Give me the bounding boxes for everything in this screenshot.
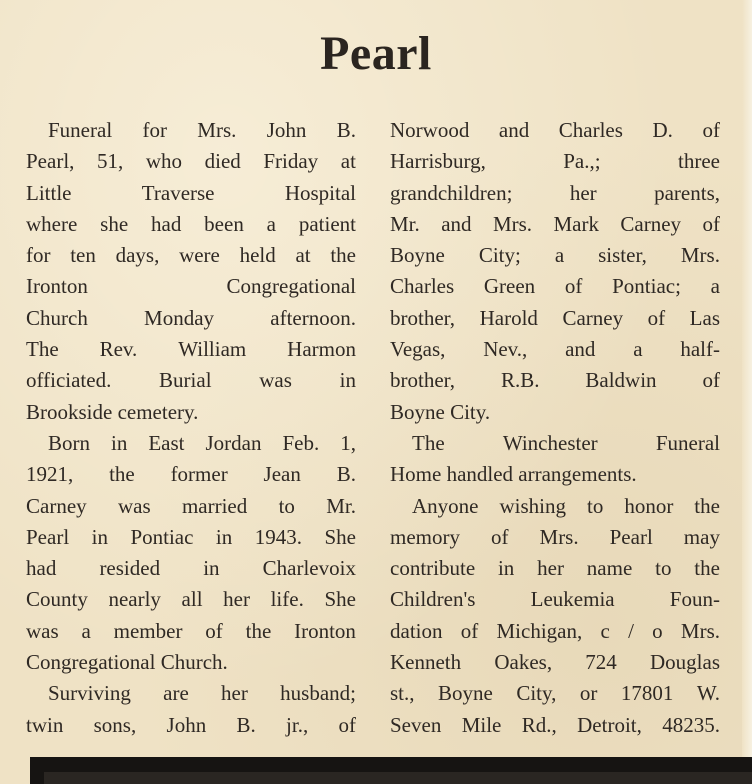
paper-edge [742, 0, 752, 784]
text-line: Children's Leukemia Foun- [390, 587, 720, 612]
bottom-rule-inner [44, 772, 752, 784]
text-line: The Winchester Funeral [412, 430, 720, 455]
text-line: contribute in her name to the [390, 556, 720, 581]
headline: Pearl [320, 27, 432, 80]
text-line: Pearl in Pontiac in 1943. She [26, 524, 356, 549]
text-line: Born in East Jordan Feb. 1, [48, 430, 356, 455]
text-line: grandchildren; her parents, [390, 180, 720, 205]
text-line: Carney was married to Mr. [26, 493, 356, 518]
text-line: where she had been a patient [26, 211, 356, 236]
right-column [390, 115, 720, 741]
text-line: Boyne City; a sister, Mrs. [390, 243, 720, 268]
text-line: dation of Michigan, c / o Mrs. [390, 618, 720, 643]
text-line: Seven Mile Rd., Detroit, 48235. [390, 712, 720, 737]
text-line: Little Traverse Hospital [26, 180, 356, 205]
text-line: Norwood and Charles D. of [390, 118, 720, 142]
text-line: twin sons, John B. jr., of [26, 712, 356, 737]
text-line: had resided in Charlevoix [26, 556, 356, 581]
text-line: brother, R.B. Baldwin of [390, 368, 720, 393]
text-line: Vegas, Nev., and a half- [390, 337, 720, 362]
left-column [26, 115, 356, 741]
text-line: Brookside cemetery. [26, 399, 199, 424]
text-line: brother, Harold Carney of Las [390, 305, 720, 330]
text-line: Anyone wishing to honor the [412, 493, 720, 518]
text-line: Surviving are her husband; [48, 681, 356, 706]
text-line: Boyne City. [390, 399, 491, 424]
text-line: Ironton Congregational [26, 274, 356, 299]
text-line: Charles Green of Pontiac; a [390, 274, 720, 299]
text-line: Funeral for Mrs. John B. [48, 118, 356, 142]
text-line: st., Boyne City, or 17801 W. [390, 681, 720, 706]
text-line: 1921, the former Jean B. [26, 462, 356, 487]
text-line: County nearly all her life. She [26, 587, 356, 612]
text-line: was a member of the Ironton [26, 618, 356, 643]
text-line: Church Monday afternoon. [26, 305, 356, 330]
text-line: Pearl, 51, who died Friday at [26, 149, 356, 174]
text-line: Harrisburg, Pa.,; three [390, 149, 720, 174]
text-line: Mr. and Mrs. Mark Carney of [390, 211, 720, 236]
text-line: Home handled arrangements. [390, 462, 637, 487]
text-line: Kenneth Oakes, 724 Douglas [390, 650, 720, 675]
text-line: memory of Mrs. Pearl may [390, 524, 720, 549]
text-line: The Rev. William Harmon [26, 337, 356, 362]
text-line: Congregational Church. [26, 650, 228, 675]
text-line: for ten days, were held at the [26, 243, 356, 268]
text-line: officiated. Burial was in [26, 368, 356, 393]
